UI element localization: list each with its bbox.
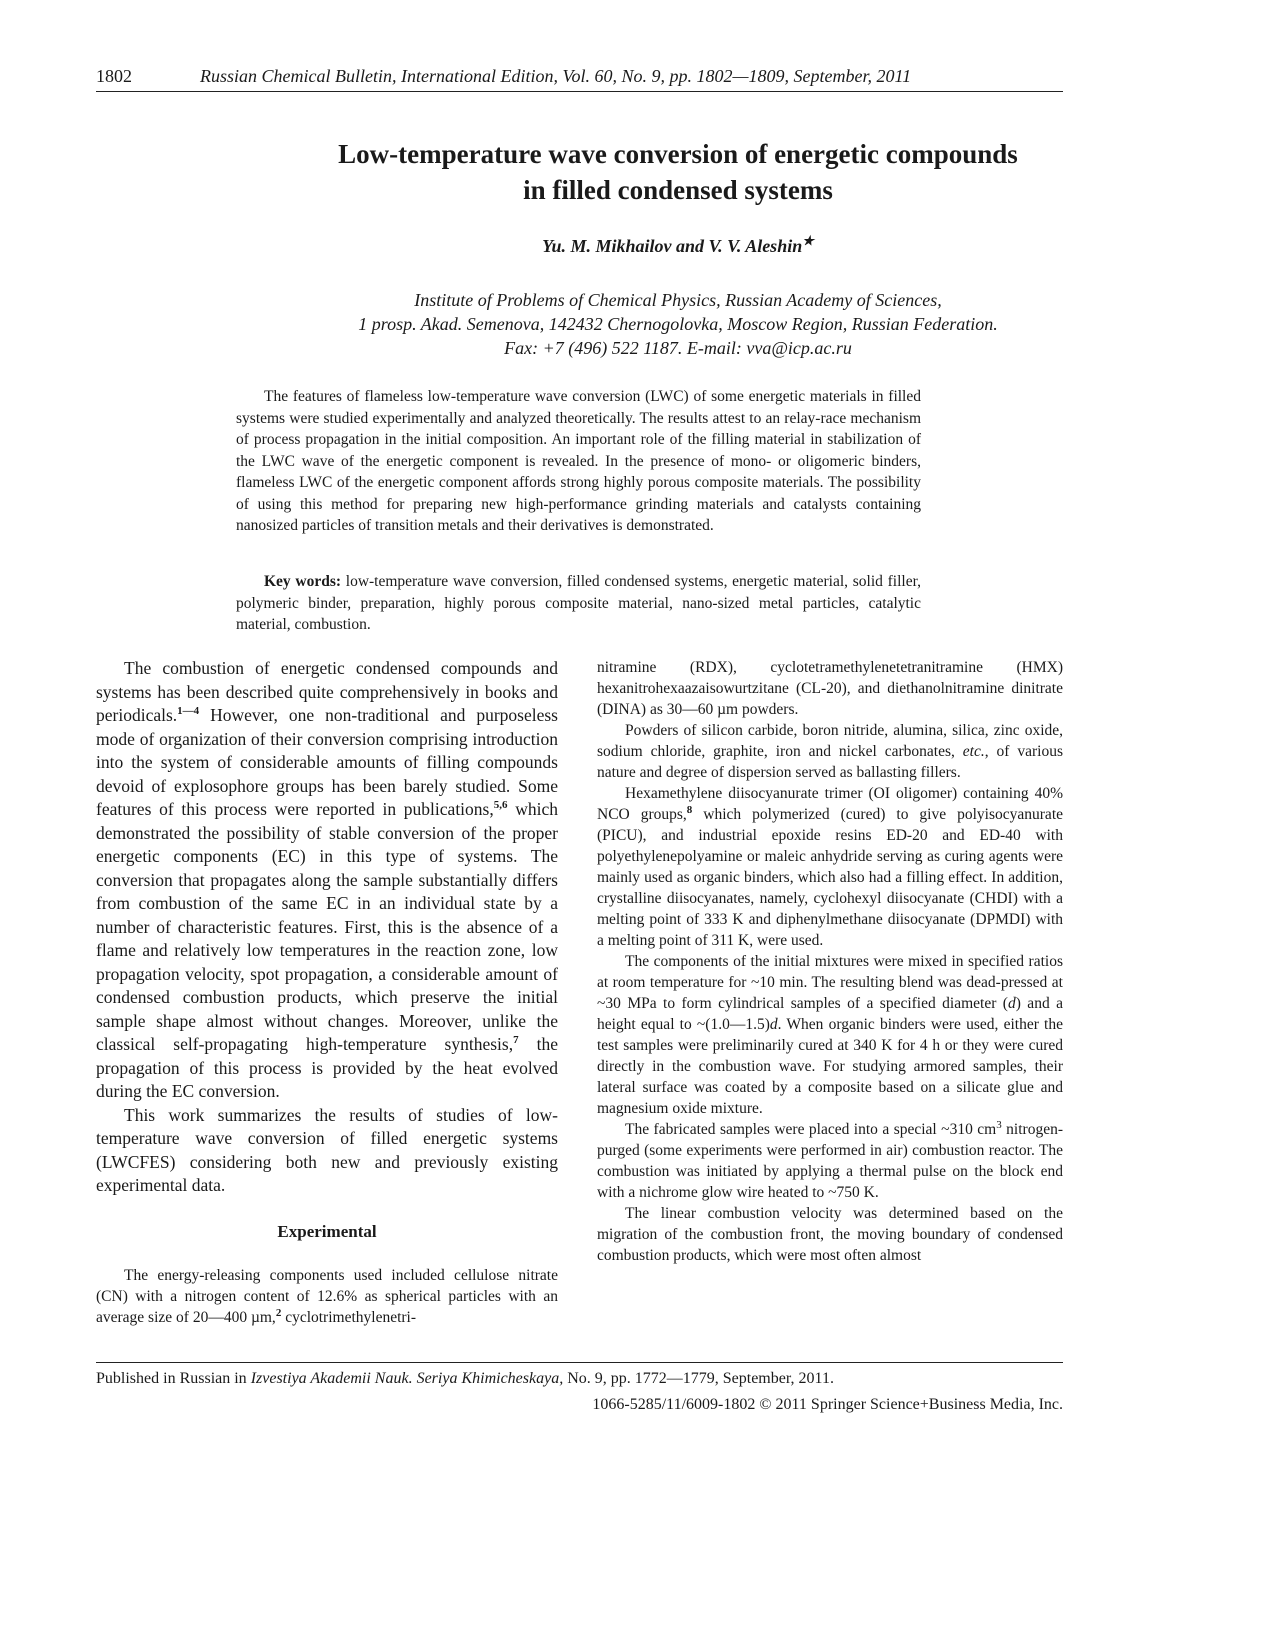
section-heading-experimental: Experimental xyxy=(277,1221,377,1241)
text-run: which polymerized (cured) to give polyisocyanurate (PICU), and industrial epoxide resins ED-20 and ED-40 with polyethylenepolyamine or maleic anhydride serving as curing agents were mainly used as organic binders, which also had a filling effect. In addition, crystalline diisocyanates, namely, cyclohexyl diisocyanate (CHDI) with a melting point of 333 K and diphenylmethane diisocyanate (DPMDI) with a melting point of 311 K, were used. xyxy=(597,806,1064,949)
text-run: cyclotrimethylenetri- xyxy=(281,1309,417,1326)
keywords xyxy=(236,571,921,636)
article-title xyxy=(96,136,1260,208)
cubic-superscript: 3 xyxy=(996,1118,1002,1131)
text-run: Hexamethylene diisocyanurate trimer (OI oligomer) containing 40% NCO groups, xyxy=(597,785,1063,823)
intro-paragraph-1 xyxy=(96,657,558,1104)
etc-italic: etc. xyxy=(962,743,985,760)
text-run: the propagation of this process is provided by the heat evolved during the EC conversion. xyxy=(96,1034,558,1101)
corresponding-author-mark: ★ xyxy=(802,233,814,248)
text-run: nitrogen-purged (some experiments were performed in air) combustion reactor. The combustion was initiated by applying a thermal pulse on the block end with a nichrome glow wire heated to ~750 K. xyxy=(597,1121,1063,1201)
page-number: 1802 xyxy=(96,66,132,86)
text-run: . When organic binders were used, either the test samples were preliminarily cured at 340 K for 4 h or they were cured directly in the combustion wave. For studying armored samples, their lateral surface was coated by a composite based on a silicate glue and magnesium oxide mixture. xyxy=(597,1016,1063,1117)
reactor-paragraph xyxy=(597,1119,1063,1203)
diameter-symbol: d xyxy=(1007,995,1016,1012)
reference-2: 2 xyxy=(275,1306,282,1319)
text-run: Published in Russian in xyxy=(96,1370,251,1387)
affiliation-line-1: Institute of Problems of Chemical Physics, Russian Academy of Sciences, xyxy=(414,290,942,310)
text-run: However, one non-traditional and purposeless mode of organization of their conversion comprising introduction into the system of considerable amounts of filling compounds devoid of explosophore groups has been barely studied. Some features of this process were reported in publications, xyxy=(96,705,558,819)
text-run: Powders of silicon carbide, boron nitride, alumina, silica, zinc oxide, sodium chloride, graphite, iron and nickel carbonates, xyxy=(597,722,1063,760)
experimental-paragraph-1 xyxy=(96,1265,558,1328)
reference-8: 8 xyxy=(686,803,693,816)
mixing-paragraph xyxy=(597,951,1063,1119)
affiliation-line-3: Fax: +7 (496) 522 1187. E-mail: vva@icp.ac.ru xyxy=(504,338,852,358)
publication-note xyxy=(96,1370,834,1388)
reference-1-4: 1—4 xyxy=(177,705,200,718)
experimental-paragraph-1-cont: nitramine (RDX), cyclotetramethylenetetranitramine (HMX) hexanitrohexaazaisowurtzitane (CL-20), and diethanolnitramine dinitrate (DINA) as 30—60 µm powders. xyxy=(597,659,1063,718)
title-line-1: Low-temperature wave conversion of energetic compounds xyxy=(338,139,1018,169)
velocity-paragraph: The linear combustion velocity was determined based on the migration of the combustion front, the moving boundary of condensed combustion products, which were most often almost xyxy=(597,1205,1063,1264)
header-rule xyxy=(96,91,1063,92)
right-column xyxy=(597,657,1063,1266)
text-run: which demonstrated the possibility of stable conversion of the proper energetic components (EC) in this type of systems. The conversion that propagates along the sample substantially differs from combustion of the same EC in an individual state by a number of characteristic features. First, this is the absence of a flame and relatively low temperatures in the reaction zone, low propagation velocity, spot propagation, a considerable amount of condensed combustion products, which preserve the initial sample shape almost without changes. Moreover, unlike the classical self-propagating high-temperature synthesis, xyxy=(96,799,558,1054)
text-run: No. 9, pp. 1772—1779, September, 2011. xyxy=(563,1370,834,1387)
keywords-label: Key words: xyxy=(264,573,342,590)
affiliation xyxy=(96,288,1260,360)
text-run: The fabricated samples were placed into a special ~310 cm xyxy=(625,1121,997,1138)
keywords-text: low-temperature wave conversion, filled condensed systems, energetic material, solid filler, polymeric binder, preparation, highly porous composite material, nano-sized metal particles, catalytic material, combustion. xyxy=(236,573,921,633)
text-run: The components of the initial mixtures were mixed in specified ratios at room temperature for ~10 min. The resulting blend was dead-pressed at ~30 MPa to form cylindrical samples of a specified diameter ( xyxy=(597,953,1063,1012)
journal-citation: Russian Chemical Bulletin, International Edition, Vol. 60, No. 9, pp. 1802—1809, September, 2011 xyxy=(200,66,912,86)
russian-journal-name: Izvestiya Akademii Nauk. Seriya Khimicheskaya, xyxy=(250,1370,564,1387)
text-run: ) and a height equal to ~(1.0—1.5) xyxy=(597,995,1063,1033)
authors xyxy=(96,233,1260,257)
author-names: Yu. M. Mikhailov and V. V. Aleshin xyxy=(542,236,803,256)
fillers-paragraph xyxy=(597,720,1063,783)
reference-5-6: 5,6 xyxy=(493,799,508,812)
diameter-symbol: d xyxy=(769,1016,778,1033)
left-column xyxy=(96,657,558,1328)
text-run: The combustion of energetic condensed compounds and systems has been described quite comprehensively in books and periodicals. xyxy=(96,658,558,725)
text-run: The energy-releasing components used included cellulose nitrate (CN) with a nitrogen content of 12.6% as spherical particles with an average size of 20—400 µm, xyxy=(96,1267,558,1326)
text-run: , of various nature and degree of dispersion served as ballasting fillers. xyxy=(597,743,1063,781)
intro-paragraph-2: This work summarizes the results of studies of low-temperature wave conversion of filled energetic systems (LWCFES) considering both new and previously existing experimental data. xyxy=(96,1104,558,1195)
abstract: The features of flameless low-temperature wave conversion (LWC) of some energetic materials in filled systems were studied experimentally and analyzed theoretically. The results attest to an relay-race mechanism of process propagation in the initial composition. An important role of the filling material in stabilization of the LWC wave of the energetic component is revealed. In the presence of mono- or oligomeric binders, flameless LWC of the energetic component affords strong highly porous composite materials. The possibility of using this method for preparing new high-performance grinding materials and catalysts containing nanosized particles of transition metals and their derivatives is demonstrated. xyxy=(236,388,921,534)
affiliation-line-2: 1 prosp. Akad. Semenova, 142432 Chernogolovka, Moscow Region, Russian Federation. xyxy=(358,314,998,334)
copyright-line: 1066-5285/11/6009-1802 © 2011 Springer Science+Business Media, Inc. xyxy=(592,1396,1063,1413)
binders-paragraph xyxy=(597,783,1063,951)
footer-rule xyxy=(96,1362,1063,1363)
title-line-2: in filled condensed systems xyxy=(523,175,833,205)
reference-7: 7 xyxy=(513,1034,519,1047)
